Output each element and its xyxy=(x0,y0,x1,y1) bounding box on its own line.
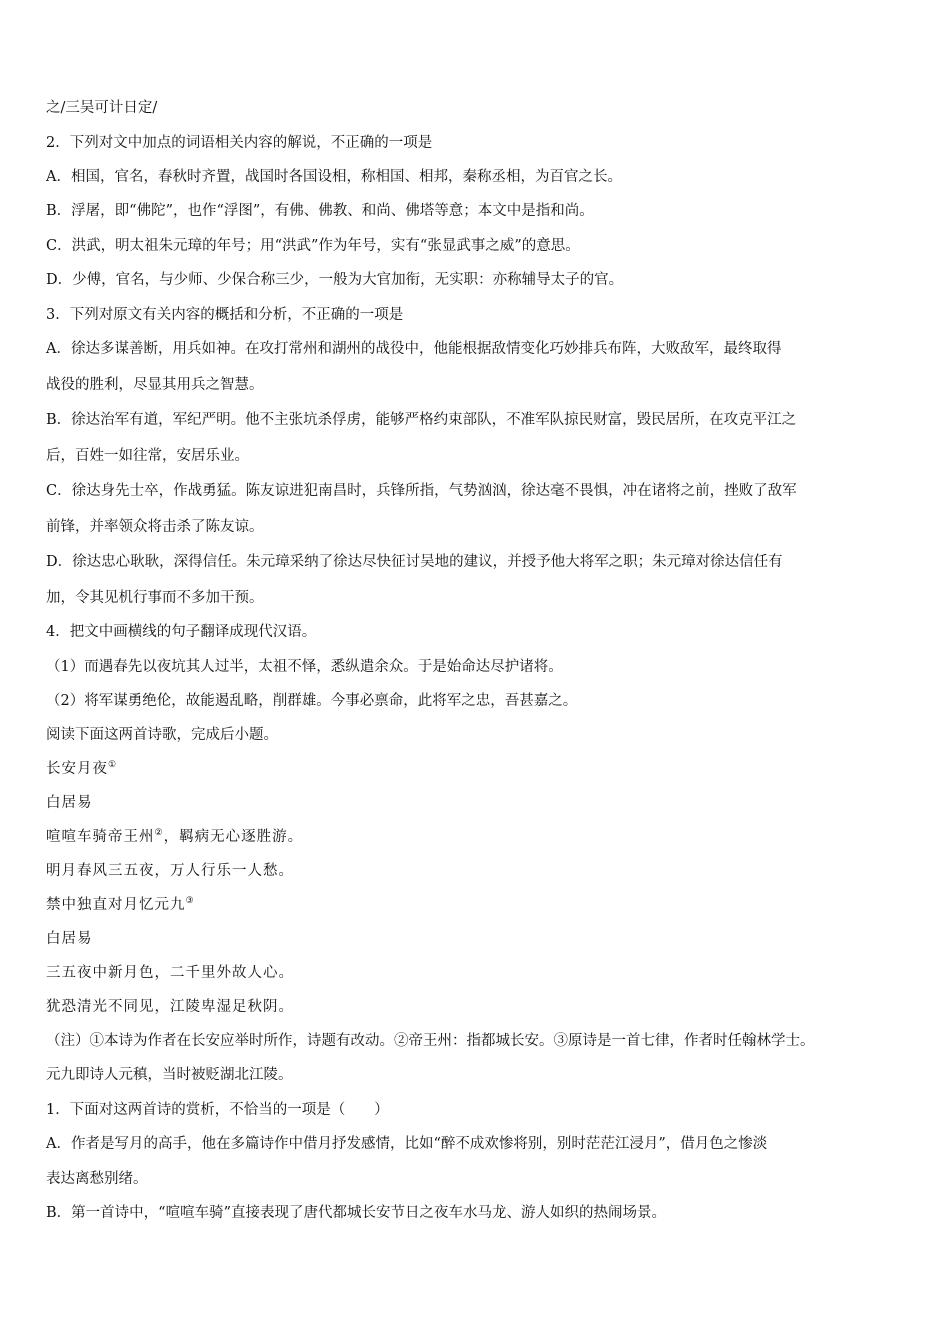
poem1-author: 白居易 xyxy=(46,795,93,811)
poem2-author: 白居易 xyxy=(46,931,93,947)
poem1-title: 长安月夜① xyxy=(46,760,118,777)
option-line: 后，百姓一如往常，安居乐业。 xyxy=(46,448,249,464)
notes-line: 元九即诗人元稹，当时被贬湖北江陵。 xyxy=(46,1067,293,1083)
poem2-line: 犹恐清光不同见，江陵卑湿足秋阴。 xyxy=(46,999,294,1015)
option-line: 前锋，并率领众将击杀了陈友谅。 xyxy=(46,519,264,535)
option-line: D．徐达忠心耿耿，深得信任。朱元璋采纳了徐达尽快征讨吴地的建议，并授予他大将军之职；朱元璋对徐达信任有 xyxy=(46,554,783,570)
reading-prompt: 阅读下面这两首诗歌，完成后小题。 xyxy=(46,727,278,743)
option-line: C．洪武，明太祖朱元璋的年号；用“洪武”作为年号，实有“张显武事之威”的意思。 xyxy=(46,238,580,254)
text-line: 之/三吴可计日定/ xyxy=(46,100,158,116)
question-2: 2．下列对文中加点的词语相关内容的解说，不正确的一项是 xyxy=(46,135,433,151)
option-line: A．作者是写月的高手，他在多篇诗作中借月抒发感情，比如“醉不成欢惨将别，别时茫茫江浸月”，借月色之惨淡 xyxy=(46,1136,768,1152)
option-line: 加，令其见机行事而不多加干预。 xyxy=(46,590,264,606)
poem1-line: 明月春风三五夜，万人行乐一人愁。 xyxy=(46,863,294,879)
option-line: C．徐达身先士卒，作战勇猛。陈友谅进犯南昌时，兵锋所指，气势汹汹，徐达毫不畏惧，冲在诸将之前，挫败了敌军 xyxy=(46,483,797,499)
poem1-line: 喧喧车骑帝王州②，羁病无心逐胜游。 xyxy=(46,828,304,845)
question-1: 1．下面对这两首诗的赏析，不恰当的一项是（ ） xyxy=(46,1102,389,1118)
poem2-line: 三五夜中新月色，二千里外故人心。 xyxy=(46,965,294,981)
translation-item: （2）将军谋勇绝伦，故能遏乱略，削群雄。今事必禀命，此将军之忠，吾甚嘉之。 xyxy=(46,693,578,709)
notes-line: （注）①本诗为作者在长安应举时所作，诗题有改动。②帝王州：指都城长安。③原诗是一首七律，作者时任翰林学士。 xyxy=(46,1033,815,1049)
option-line: D．少傅，官名，与少师、少保合称三少，一般为大官加衔，无实职：亦称辅导太子的官。 xyxy=(46,272,624,288)
option-line: A．徐达多谋善断，用兵如神。在攻打常州和湖州的战役中，他能根据敌情变化巧妙排兵布阵，大败敌军，最终取得 xyxy=(46,341,782,357)
translation-item: （1）而遇春先以夜坑其人过半，太祖不怿，悉纵遣余众。于是始命达尽护诸将。 xyxy=(46,659,563,675)
option-line: 战役的胜利，尽显其用兵之智慧。 xyxy=(46,377,264,393)
question-4: 4．把文中画横线的句子翻译成现代汉语。 xyxy=(46,624,317,640)
option-line: A．相国，官名，春秋时齐置，战国时各国设相，称相国、相邦，秦称丞相，为百官之长。 xyxy=(46,169,622,185)
option-line: B．浮屠，即“佛陀”，也作“浮图”，有佛、佛教、和尚、佛塔等意；本文中是指和尚。 xyxy=(46,203,594,219)
question-3: 3．下列对原文有关内容的概括和分析，不正确的一项是 xyxy=(46,307,404,323)
option-line: B．第一首诗中，“喧喧车骑”直接表现了唐代都城长安节日之夜车水马龙、游人如织的热闹场景。 xyxy=(46,1205,666,1221)
option-line: 表达离愁别绪。 xyxy=(46,1171,148,1187)
poem2-title: 禁中独直对月忆元九③ xyxy=(46,896,195,913)
option-line: B．徐达治军有道，军纪严明。他不主张坑杀俘虏，能够严格约束部队，不准军队掠民财富，毁民居所，在攻克平江之 xyxy=(46,412,797,428)
